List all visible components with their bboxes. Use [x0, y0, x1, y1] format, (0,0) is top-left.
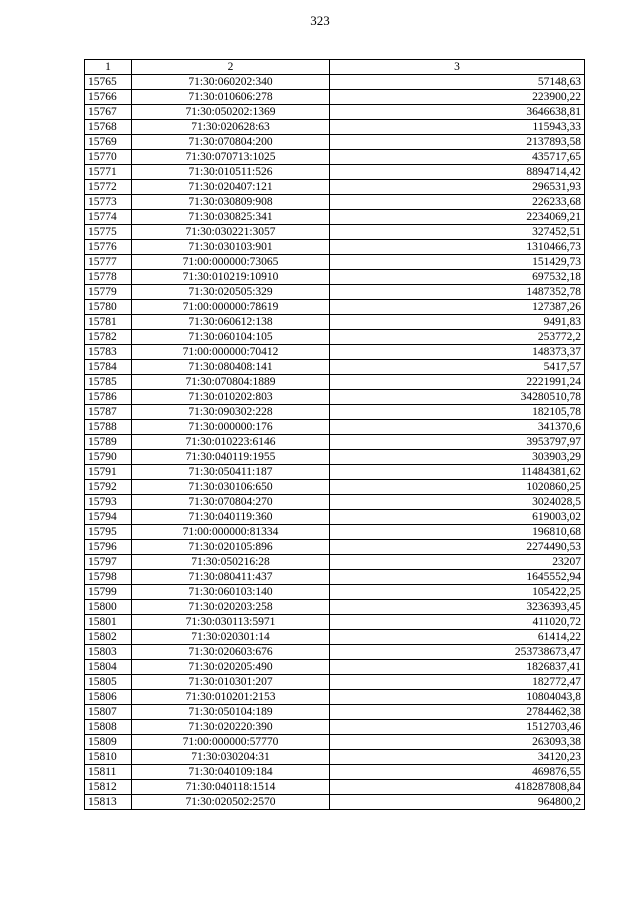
value-cell: 10804043,8 [330, 690, 585, 705]
row-number-cell: 15800 [85, 600, 132, 615]
table-row [85, 645, 585, 660]
value-cell: 418287808,84 [330, 780, 585, 795]
cadastral-number-cell: 71:30:060103:140 [132, 585, 330, 600]
row-number-cell: 15808 [85, 720, 132, 735]
table-row [85, 465, 585, 480]
page-number: 323 [310, 13, 330, 28]
row-number-cell: 15779 [85, 285, 132, 300]
cadastral-number-cell: 71:30:080411:437 [132, 570, 330, 585]
table-row [85, 720, 585, 735]
value-cell: 964800,2 [330, 795, 585, 810]
value-cell: 296531,93 [330, 180, 585, 195]
row-number-cell: 15775 [85, 225, 132, 240]
table-row [85, 750, 585, 765]
table-row [85, 150, 585, 165]
table-row [85, 180, 585, 195]
table-header-row [85, 60, 585, 75]
value-cell: 9491,83 [330, 315, 585, 330]
value-cell: 327452,51 [330, 225, 585, 240]
table-row [85, 780, 585, 795]
row-number-cell: 15813 [85, 795, 132, 810]
cadastral-number-cell: 71:30:060104:105 [132, 330, 330, 345]
cadastral-number-cell: 71:30:020105:896 [132, 540, 330, 555]
value-cell: 2784462,38 [330, 705, 585, 720]
table-row [85, 540, 585, 555]
table-row [85, 285, 585, 300]
table-row [85, 795, 585, 810]
cadastral-number-cell: 71:30:020220:390 [132, 720, 330, 735]
row-number-cell: 15810 [85, 750, 132, 765]
value-cell: 148373,37 [330, 345, 585, 360]
table-row [85, 660, 585, 675]
cadastral-number-cell: 71:00:000000:70412 [132, 345, 330, 360]
value-cell: 411020,72 [330, 615, 585, 630]
data-table [84, 59, 585, 810]
value-cell: 5417,57 [330, 360, 585, 375]
cadastral-number-cell: 71:30:090302:228 [132, 405, 330, 420]
row-number-cell: 15778 [85, 270, 132, 285]
column-header-3: 3 [330, 60, 585, 75]
cadastral-number-cell: 71:30:070804:200 [132, 135, 330, 150]
table-row [85, 765, 585, 780]
cadastral-number-cell: 71:30:060612:138 [132, 315, 330, 330]
cadastral-number-cell: 71:30:000000:176 [132, 420, 330, 435]
table-row [85, 375, 585, 390]
value-cell: 1020860,25 [330, 480, 585, 495]
table-row [85, 705, 585, 720]
cadastral-number-cell: 71:30:070713:1025 [132, 150, 330, 165]
row-number-cell: 15771 [85, 165, 132, 180]
cadastral-number-cell: 71:30:020203:258 [132, 600, 330, 615]
row-number-cell: 15782 [85, 330, 132, 345]
value-cell: 263093,38 [330, 735, 585, 750]
row-number-cell: 15801 [85, 615, 132, 630]
cadastral-number-cell: 71:30:070804:1889 [132, 375, 330, 390]
cadastral-number-cell: 71:30:050202:1369 [132, 105, 330, 120]
cadastral-number-cell: 71:30:030106:650 [132, 480, 330, 495]
cadastral-number-cell: 71:00:000000:81334 [132, 525, 330, 540]
cadastral-number-cell: 71:30:040118:1514 [132, 780, 330, 795]
cadastral-number-cell: 71:30:010223:6146 [132, 435, 330, 450]
value-cell: 196810,68 [330, 525, 585, 540]
row-number-cell: 15802 [85, 630, 132, 645]
table-row [85, 510, 585, 525]
value-cell: 1645552,94 [330, 570, 585, 585]
cadastral-number-cell: 71:30:050411:187 [132, 465, 330, 480]
table-row [85, 315, 585, 330]
row-number-cell: 15765 [85, 75, 132, 90]
value-cell: 2137893,58 [330, 135, 585, 150]
row-number-cell: 15783 [85, 345, 132, 360]
row-number-cell: 15790 [85, 450, 132, 465]
row-number-cell: 15787 [85, 405, 132, 420]
table-row [85, 75, 585, 90]
value-cell: 23207 [330, 555, 585, 570]
row-number-cell: 15809 [85, 735, 132, 750]
cadastral-number-cell: 71:30:050216:28 [132, 555, 330, 570]
row-number-cell: 15804 [85, 660, 132, 675]
table-row [85, 195, 585, 210]
value-cell: 57148,63 [330, 75, 585, 90]
cadastral-number-cell: 71:30:040119:1955 [132, 450, 330, 465]
cadastral-number-cell: 71:30:020505:329 [132, 285, 330, 300]
cadastral-number-cell: 71:00:000000:73065 [132, 255, 330, 270]
cadastral-number-cell: 71:30:060202:340 [132, 75, 330, 90]
row-number-cell: 15773 [85, 195, 132, 210]
row-number-cell: 15792 [85, 480, 132, 495]
cadastral-number-cell: 71:30:070804:270 [132, 495, 330, 510]
row-number-cell: 15796 [85, 540, 132, 555]
table-row [85, 240, 585, 255]
value-cell: 435717,65 [330, 150, 585, 165]
row-number-cell: 15776 [85, 240, 132, 255]
value-cell: 3646638,81 [330, 105, 585, 120]
cadastral-number-cell: 71:30:030204:31 [132, 750, 330, 765]
value-cell: 223900,22 [330, 90, 585, 105]
value-cell: 2274490,53 [330, 540, 585, 555]
row-number-cell: 15785 [85, 375, 132, 390]
row-number-cell: 15793 [85, 495, 132, 510]
cadastral-number-cell: 71:30:020301:14 [132, 630, 330, 645]
table-row [85, 585, 585, 600]
table-row [85, 390, 585, 405]
table-row [85, 135, 585, 150]
value-cell: 341370,6 [330, 420, 585, 435]
cadastral-number-cell: 71:30:010606:278 [132, 90, 330, 105]
table-row [85, 120, 585, 135]
value-cell: 2234069,21 [330, 210, 585, 225]
row-number-cell: 15803 [85, 645, 132, 660]
table-row [85, 345, 585, 360]
value-cell: 1487352,78 [330, 285, 585, 300]
table-row [85, 225, 585, 240]
cadastral-number-cell: 71:30:010219:10910 [132, 270, 330, 285]
table-row [85, 630, 585, 645]
table-row [85, 495, 585, 510]
row-number-cell: 15791 [85, 465, 132, 480]
cadastral-number-cell: 71:30:030825:341 [132, 210, 330, 225]
value-cell: 226233,68 [330, 195, 585, 210]
row-number-cell: 15806 [85, 690, 132, 705]
row-number-cell: 15811 [85, 765, 132, 780]
cadastral-number-cell: 71:30:010202:803 [132, 390, 330, 405]
cadastral-number-cell: 71:30:030103:901 [132, 240, 330, 255]
row-number-cell: 15795 [85, 525, 132, 540]
value-cell: 34120,23 [330, 750, 585, 765]
row-number-cell: 15769 [85, 135, 132, 150]
value-cell: 34280510,78 [330, 390, 585, 405]
row-number-cell: 15788 [85, 420, 132, 435]
table-row [85, 450, 585, 465]
row-number-cell: 15797 [85, 555, 132, 570]
value-cell: 115943,33 [330, 120, 585, 135]
row-number-cell: 15781 [85, 315, 132, 330]
row-number-cell: 15812 [85, 780, 132, 795]
row-number-cell: 15794 [85, 510, 132, 525]
table-row [85, 270, 585, 285]
row-number-cell: 15805 [85, 675, 132, 690]
value-cell: 11484381,62 [330, 465, 585, 480]
table-row [85, 600, 585, 615]
value-cell: 105422,25 [330, 585, 585, 600]
table-row [85, 570, 585, 585]
cadastral-number-cell: 71:30:040119:360 [132, 510, 330, 525]
cadastral-number-cell: 71:30:050104:189 [132, 705, 330, 720]
cadastral-number-cell: 71:30:020628:63 [132, 120, 330, 135]
table-row [85, 690, 585, 705]
cadastral-number-cell: 71:00:000000:78619 [132, 300, 330, 315]
table-row [85, 90, 585, 105]
cadastral-number-cell: 71:00:000000:57770 [132, 735, 330, 750]
value-cell: 619003,02 [330, 510, 585, 525]
value-cell: 182772,47 [330, 675, 585, 690]
value-cell: 127387,26 [330, 300, 585, 315]
table-row [85, 165, 585, 180]
cadastral-number-cell: 71:30:020502:2570 [132, 795, 330, 810]
table-row [85, 105, 585, 120]
value-cell: 1310466,73 [330, 240, 585, 255]
value-cell: 182105,78 [330, 405, 585, 420]
value-cell: 151429,73 [330, 255, 585, 270]
cadastral-number-cell: 71:30:010201:2153 [132, 690, 330, 705]
value-cell: 2221991,24 [330, 375, 585, 390]
table-row [85, 480, 585, 495]
row-number-cell: 15766 [85, 90, 132, 105]
value-cell: 253738673,47 [330, 645, 585, 660]
value-cell: 61414,22 [330, 630, 585, 645]
row-number-cell: 15798 [85, 570, 132, 585]
column-header-1: 1 [85, 60, 132, 75]
value-cell: 3953797,97 [330, 435, 585, 450]
row-number-cell: 15767 [85, 105, 132, 120]
row-number-cell: 15780 [85, 300, 132, 315]
row-number-cell: 15789 [85, 435, 132, 450]
row-number-cell: 15807 [85, 705, 132, 720]
row-number-cell: 15772 [85, 180, 132, 195]
table-row [85, 330, 585, 345]
value-cell: 3024028,5 [330, 495, 585, 510]
table-row [85, 210, 585, 225]
table-row [85, 525, 585, 540]
value-cell: 253772,2 [330, 330, 585, 345]
row-number-cell: 15770 [85, 150, 132, 165]
cadastral-number-cell: 71:30:040109:184 [132, 765, 330, 780]
table-row [85, 300, 585, 315]
cadastral-number-cell: 71:30:020205:490 [132, 660, 330, 675]
row-number-cell: 15786 [85, 390, 132, 405]
table-row [85, 555, 585, 570]
column-header-2: 2 [132, 60, 330, 75]
table-row [85, 420, 585, 435]
row-number-cell: 15784 [85, 360, 132, 375]
value-cell: 8894714,42 [330, 165, 585, 180]
value-cell: 697532,18 [330, 270, 585, 285]
value-cell: 469876,55 [330, 765, 585, 780]
row-number-cell: 15768 [85, 120, 132, 135]
value-cell: 303903,29 [330, 450, 585, 465]
value-cell: 1512703,46 [330, 720, 585, 735]
value-cell: 1826837,41 [330, 660, 585, 675]
row-number-cell: 15799 [85, 585, 132, 600]
table-row [85, 405, 585, 420]
table-row [85, 360, 585, 375]
table-row [85, 435, 585, 450]
cadastral-number-cell: 71:30:030113:5971 [132, 615, 330, 630]
cadastral-number-cell: 71:30:020603:676 [132, 645, 330, 660]
row-number-cell: 15777 [85, 255, 132, 270]
value-cell: 3236393,45 [330, 600, 585, 615]
cadastral-number-cell: 71:30:010511:526 [132, 165, 330, 180]
cadastral-number-cell: 71:30:030809:908 [132, 195, 330, 210]
table-row [85, 615, 585, 630]
table-row [85, 735, 585, 750]
row-number-cell: 15774 [85, 210, 132, 225]
cadastral-number-cell: 71:30:020407:121 [132, 180, 330, 195]
table-row [85, 255, 585, 270]
cadastral-number-cell: 71:30:030221:3057 [132, 225, 330, 240]
cadastral-number-cell: 71:30:080408:141 [132, 360, 330, 375]
cadastral-number-cell: 71:30:010301:207 [132, 675, 330, 690]
table-row [85, 675, 585, 690]
